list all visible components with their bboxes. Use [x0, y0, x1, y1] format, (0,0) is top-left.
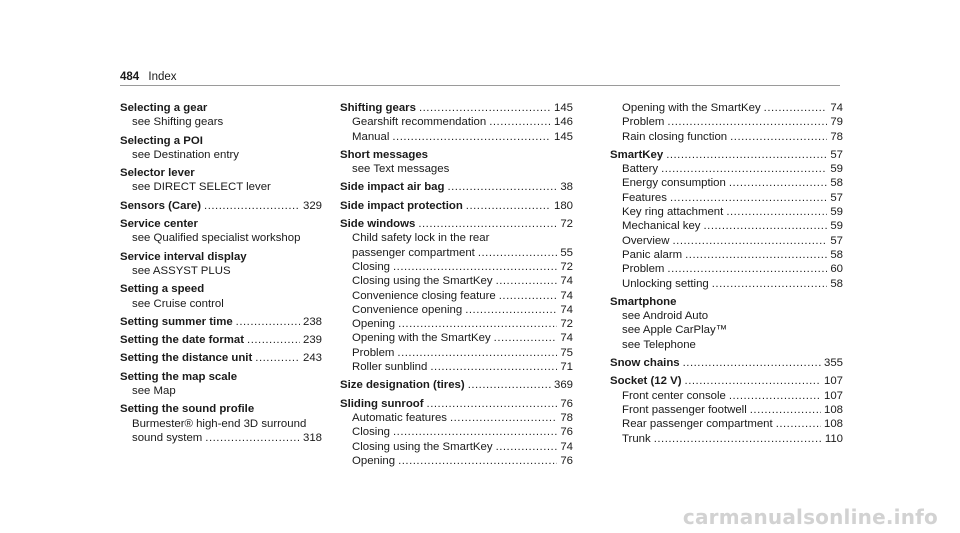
- page-reference[interactable]: 355: [823, 357, 843, 370]
- index-subentry: [340, 115, 573, 129]
- index-subentry: [340, 346, 573, 360]
- dot-leader: [666, 148, 827, 162]
- index-entry: [340, 397, 573, 411]
- dot-leader: [478, 246, 558, 260]
- page-reference[interactable]: 78: [560, 411, 573, 424]
- page-reference[interactable]: 58: [830, 248, 843, 261]
- index-subentry: [610, 219, 843, 233]
- page-header: [120, 70, 177, 84]
- page-reference[interactable]: 60: [830, 263, 843, 276]
- entry-text: see Text messages: [352, 163, 450, 176]
- index-entry: [120, 134, 322, 148]
- page-reference[interactable]: 74: [560, 289, 573, 302]
- index-entry: [120, 315, 322, 329]
- index-subentry: [610, 191, 843, 205]
- index-entry: [340, 148, 573, 162]
- page-reference[interactable]: 107: [823, 389, 843, 402]
- dot-leader: [447, 180, 557, 194]
- page-reference[interactable]: 75: [560, 346, 573, 359]
- entry-text: see DIRECT SELECT lever: [132, 181, 271, 194]
- entry-text: Rear passenger compartment: [622, 418, 773, 431]
- entry-text: see ASSYST PLUS: [132, 264, 231, 277]
- dot-leader: [419, 101, 551, 115]
- index-column-2: [340, 101, 573, 468]
- page-reference[interactable]: 38: [560, 181, 573, 194]
- entry-text: Overview: [622, 234, 670, 247]
- dot-leader: [496, 274, 558, 288]
- index-subentry: [120, 384, 322, 398]
- entry-text: Closing using the SmartKey: [352, 275, 493, 288]
- dot-leader: [398, 454, 557, 468]
- entry-text: Setting a speed: [120, 283, 205, 296]
- entry-text: Rain closing function: [622, 130, 728, 143]
- page-reference[interactable]: 58: [830, 177, 843, 190]
- page-reference[interactable]: 108: [823, 418, 843, 431]
- dot-leader: [499, 289, 558, 303]
- entry-text: Features: [622, 191, 667, 204]
- entry-text: Opening with the SmartKey: [622, 102, 761, 114]
- index-entry: [610, 374, 843, 388]
- index-subentry: [610, 101, 843, 115]
- page-reference[interactable]: 59: [830, 206, 843, 219]
- entry-text: see Telephone: [622, 338, 696, 351]
- page-reference[interactable]: 243: [302, 352, 322, 365]
- index-entry: [610, 148, 843, 162]
- entry-text: Side impact air bag: [340, 181, 445, 194]
- entry-text: Mechanical key: [622, 220, 701, 233]
- dot-leader: [494, 331, 558, 345]
- entry-text: Selector lever: [120, 167, 195, 180]
- index-entry: [120, 101, 322, 115]
- index-subentry: [340, 274, 573, 288]
- index-entry: [340, 180, 573, 194]
- page-reference[interactable]: 58: [830, 277, 843, 290]
- index-subentry: [340, 130, 573, 144]
- index-subentry: [120, 264, 322, 278]
- page-reference[interactable]: 74: [560, 275, 573, 288]
- index-subentry: [610, 234, 843, 248]
- dot-leader: [672, 234, 827, 248]
- dot-leader: [712, 277, 828, 291]
- entry-text: Setting the date format: [120, 334, 245, 347]
- dot-leader: [683, 356, 821, 370]
- entry-text: Key ring attachment: [622, 206, 724, 219]
- page-reference[interactable]: 72: [560, 260, 573, 273]
- index-subentry: [610, 115, 843, 129]
- entry-text: Setting summer time: [120, 315, 233, 328]
- page-reference[interactable]: 78: [830, 130, 843, 143]
- dot-leader: [397, 346, 557, 360]
- index-subentry: [340, 360, 573, 374]
- page-reference[interactable]: 107: [823, 375, 843, 388]
- index-entry: [120, 217, 322, 231]
- dot-leader: [430, 360, 557, 374]
- index-subentry: [340, 260, 573, 274]
- entry-text: see Map: [132, 385, 176, 398]
- entry-text: Child safety lock in the rear: [352, 232, 490, 245]
- dot-leader: [670, 191, 827, 205]
- entry-text: Convenience opening: [352, 303, 463, 316]
- dot-leader: [393, 425, 557, 439]
- page-reference[interactable]: 76: [560, 397, 573, 410]
- dot-leader: [726, 205, 827, 219]
- index-subentry: [340, 162, 573, 176]
- index-subentry: [610, 417, 843, 431]
- index-subentry: [610, 130, 843, 144]
- entry-text: Energy consumption: [622, 177, 726, 190]
- section-title: Index: [148, 71, 177, 83]
- entry-text: see Destination entry: [132, 148, 240, 161]
- entry-text: Opening with the SmartKey: [352, 332, 491, 345]
- entry-text: Setting the sound profile: [120, 403, 255, 416]
- index-subentry: [120, 231, 322, 245]
- dot-leader: [729, 176, 827, 190]
- index-subentry: [610, 162, 843, 176]
- entry-text: Setting the distance unit: [120, 352, 253, 365]
- page-reference[interactable]: 145: [553, 102, 573, 114]
- header-divider: [120, 85, 840, 86]
- dot-leader: [776, 417, 821, 431]
- entry-text: Sliding sunroof: [340, 397, 424, 410]
- entry-text: Snow chains: [610, 357, 680, 370]
- dot-leader: [704, 219, 828, 233]
- index-entry: [340, 217, 573, 231]
- index-subentry: [610, 176, 843, 190]
- index-subentry: [120, 417, 322, 431]
- dot-leader: [468, 378, 551, 392]
- entry-text: Setting the map scale: [120, 370, 238, 383]
- page-reference[interactable]: 72: [560, 318, 573, 331]
- entry-text: Roller sunblind: [352, 361, 428, 374]
- dot-leader: [496, 440, 558, 454]
- index-entry: [610, 295, 843, 309]
- entry-text: Problem: [352, 346, 395, 359]
- page-reference[interactable]: 57: [830, 148, 843, 161]
- dot-leader: [255, 351, 300, 365]
- page-reference[interactable]: 72: [560, 218, 573, 231]
- index-subentry: [610, 205, 843, 219]
- entry-text: see Shifting gears: [132, 116, 224, 129]
- entry-text: Panic alarm: [622, 248, 683, 261]
- index-subentry: [340, 440, 573, 454]
- dot-leader: [730, 130, 827, 144]
- entry-text: see Cruise control: [132, 297, 224, 310]
- index-subentry: [340, 303, 573, 317]
- page-reference[interactable]: 76: [560, 426, 573, 439]
- index-entry: [340, 199, 573, 213]
- entry-text: Closing: [352, 426, 390, 439]
- page-reference[interactable]: 238: [302, 315, 322, 328]
- entry-text: Battery: [622, 163, 659, 176]
- page-reference[interactable]: 180: [553, 199, 573, 212]
- entry-text: Smartphone: [610, 295, 677, 308]
- page-reference[interactable]: 74: [830, 102, 843, 114]
- page-reference[interactable]: 59: [830, 220, 843, 233]
- dot-leader: [247, 333, 300, 347]
- page-reference[interactable]: 74: [560, 332, 573, 345]
- page-reference[interactable]: 145: [553, 130, 573, 143]
- entry-text: Unlocking setting: [622, 277, 709, 290]
- entry-text: Trunk: [622, 432, 651, 445]
- index-entry: [120, 282, 322, 296]
- index-subentry: [340, 231, 573, 245]
- index-subentry: [610, 323, 843, 337]
- page-reference[interactable]: 329: [302, 199, 322, 212]
- dot-leader: [729, 389, 821, 403]
- index-subentry: [610, 389, 843, 403]
- dot-leader: [204, 199, 300, 213]
- entry-text: sound system: [132, 431, 203, 444]
- dot-leader: [205, 431, 300, 445]
- dot-leader: [427, 397, 558, 411]
- index-entry: [120, 351, 322, 365]
- index-subentry: [610, 403, 843, 417]
- index-subentry: [120, 431, 322, 445]
- index-subentry: [610, 248, 843, 262]
- entry-text: Convenience closing feature: [352, 289, 496, 302]
- page-reference[interactable]: 57: [830, 191, 843, 204]
- index-entry: [340, 378, 573, 392]
- dot-leader: [418, 217, 557, 231]
- entry-text: see Android Auto: [622, 310, 709, 323]
- dot-leader: [667, 115, 827, 129]
- page-reference[interactable]: 74: [560, 303, 573, 316]
- entry-text: Short messages: [340, 148, 428, 161]
- dot-leader: [661, 162, 827, 176]
- dot-leader: [685, 248, 827, 262]
- page-reference[interactable]: 59: [830, 163, 843, 176]
- page-reference[interactable]: 239: [302, 334, 322, 347]
- entry-text: Problem: [622, 263, 665, 276]
- index-subentry: [610, 338, 843, 352]
- dot-leader: [450, 411, 557, 425]
- dot-leader: [764, 101, 828, 115]
- watermark: carmanualsonline.info: [682, 505, 938, 529]
- index-entry: [340, 101, 573, 115]
- dot-leader: [685, 374, 821, 388]
- index-entry: [610, 356, 843, 370]
- entry-text: Socket (12 V): [610, 375, 682, 388]
- index-subentry: [610, 309, 843, 323]
- index-subentry: [610, 432, 843, 446]
- page-reference[interactable]: 146: [553, 116, 573, 129]
- entry-text: SmartKey: [610, 148, 664, 161]
- index-subentry: [610, 277, 843, 291]
- dot-leader: [392, 130, 551, 144]
- index-entry: [120, 250, 322, 264]
- index-entry: [120, 199, 322, 213]
- index-subentry: [340, 454, 573, 468]
- entry-text: Side impact protection: [340, 199, 463, 212]
- page-reference[interactable]: 74: [560, 440, 573, 453]
- page-reference[interactable]: 369: [553, 379, 573, 392]
- page-reference[interactable]: 76: [560, 454, 573, 467]
- entry-text: Selecting a gear: [120, 102, 208, 114]
- index-column-3: [610, 101, 843, 446]
- entry-text: Front center console: [622, 389, 726, 402]
- index-subentry: [340, 411, 573, 425]
- page-reference[interactable]: 57: [830, 234, 843, 247]
- index-subentry: [340, 425, 573, 439]
- dot-leader: [750, 403, 821, 417]
- dot-leader: [654, 432, 822, 446]
- dot-leader: [393, 260, 557, 274]
- page-reference[interactable]: 110: [824, 432, 843, 445]
- entry-text: Sensors (Care): [120, 199, 202, 212]
- entry-text: Service center: [120, 218, 198, 231]
- index-entry: [120, 370, 322, 384]
- entry-text: see Qualified specialist workshop: [132, 232, 301, 245]
- entry-text: Closing: [352, 260, 390, 273]
- dot-leader: [398, 317, 557, 331]
- index-subentry: [340, 246, 573, 260]
- entry-text: Selecting a POI: [120, 134, 203, 147]
- dot-leader: [667, 262, 827, 276]
- page-reference[interactable]: 79: [830, 116, 843, 129]
- index-entry: [120, 166, 322, 180]
- entry-text: passenger compartment: [352, 246, 475, 259]
- page-reference[interactable]: 318: [302, 431, 322, 444]
- page-reference[interactable]: 55: [560, 246, 573, 259]
- entry-text: Shifting gears: [340, 102, 416, 114]
- index-subentry: [120, 180, 322, 194]
- entry-text: Automatic features: [352, 411, 447, 424]
- entry-text: Opening: [352, 318, 396, 331]
- entry-text: Closing using the SmartKey: [352, 440, 493, 453]
- entry-text: Service interval display: [120, 250, 247, 263]
- index-subentry: [120, 115, 322, 129]
- index-subentry: [340, 289, 573, 303]
- dot-leader: [466, 199, 551, 213]
- index-entry: [120, 402, 322, 416]
- entry-text: Size designation (tires): [340, 379, 465, 392]
- index-subentry: [340, 317, 573, 331]
- page-reference[interactable]: 71: [560, 361, 573, 374]
- index-subentry: [340, 331, 573, 345]
- index-column-1: [120, 101, 322, 445]
- entry-text: Manual: [352, 130, 390, 143]
- entry-text: Gearshift recommendation: [352, 116, 487, 129]
- entry-text: Front passenger footwell: [622, 403, 747, 416]
- entry-text: Opening: [352, 454, 396, 467]
- page-number: 484: [120, 71, 140, 83]
- entry-text: Side windows: [340, 218, 416, 231]
- dot-leader: [465, 303, 557, 317]
- page-reference[interactable]: 108: [823, 403, 843, 416]
- entry-text: Burmester® high-end 3D surround: [132, 417, 307, 430]
- dot-leader: [489, 115, 551, 129]
- dot-leader: [236, 315, 300, 329]
- entry-text: see Apple CarPlay™: [622, 324, 728, 337]
- index-subentry: [610, 262, 843, 276]
- index-entry: [120, 333, 322, 347]
- index-subentry: [120, 148, 322, 162]
- entry-text: Problem: [622, 116, 665, 129]
- index-subentry: [120, 297, 322, 311]
